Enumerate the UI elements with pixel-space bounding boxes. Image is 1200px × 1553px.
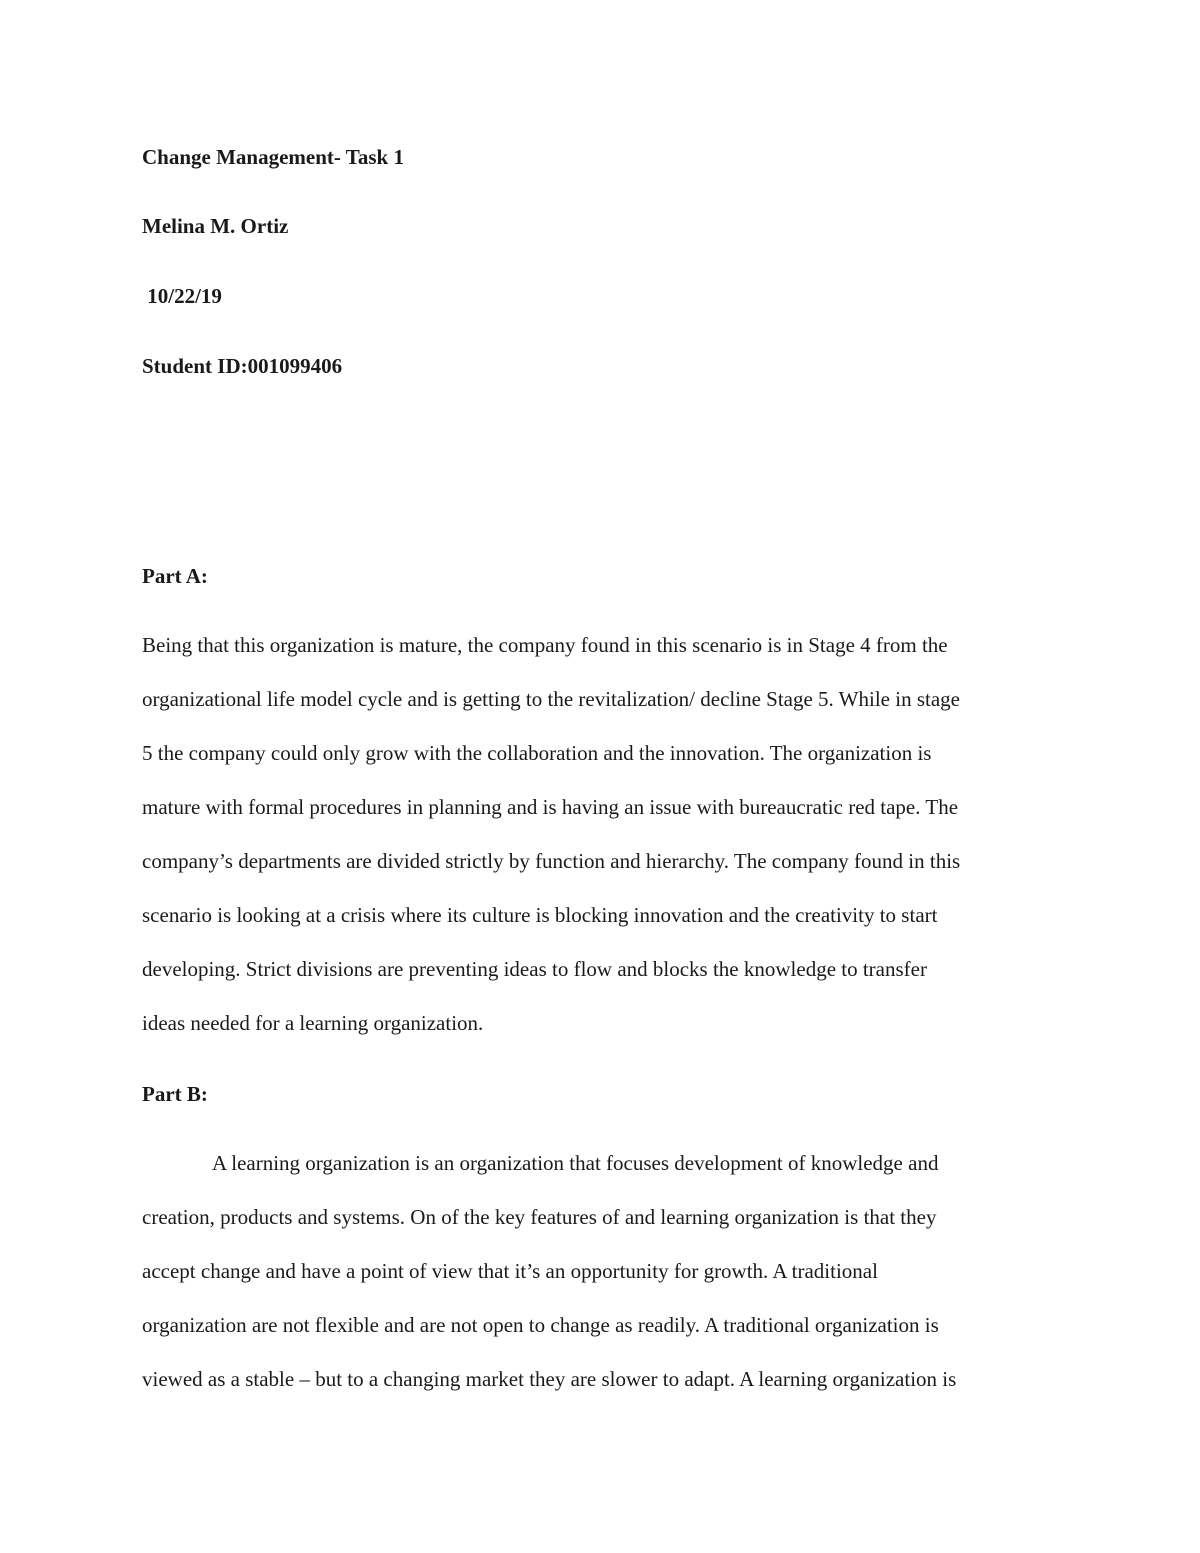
part-b-line: viewed as a stable – but to a changing market they are slower to adapt. A learning organization is: [142, 1367, 957, 1391]
part-a-line: organizational life model cycle and is getting to the revitalization/ decline Stage 5. While in stage: [142, 687, 960, 711]
student-id: Student ID:001099406: [142, 354, 343, 378]
document-title: Change Management- Task 1: [142, 145, 404, 169]
part-a-line: company’s departments are divided strictly by function and hierarchy. The company found in this: [142, 849, 961, 873]
part-b-line: organization are not flexible and are not open to change as readily. A traditional organization is: [142, 1313, 939, 1337]
part-a-line: scenario is looking at a crisis where its culture is blocking innovation and the creativity to start: [142, 903, 938, 927]
part-a-line: developing. Strict divisions are preventing ideas to flow and blocks the knowledge to transfer: [142, 957, 927, 981]
document-date: 10/22/19: [142, 284, 222, 308]
part-a-line: mature with formal procedures in planning and is having an issue with bureaucratic red tape. The: [142, 795, 959, 819]
part-a-line: 5 the company could only grow with the collaboration and the innovation. The organization is: [142, 741, 932, 765]
part-b-heading: Part B:: [142, 1082, 208, 1106]
part-b-line: creation, products and systems. On of the key features of and learning organization is that they: [142, 1205, 937, 1229]
part-a-line: ideas needed for a learning organization.: [142, 1011, 484, 1035]
author-name: Melina M. Ortiz: [142, 214, 289, 238]
part-b-line: accept change and have a point of view that it’s an opportunity for growth. A traditional: [142, 1259, 878, 1283]
part-a-heading: Part A:: [142, 564, 208, 588]
part-a-line: Being that this organization is mature, the company found in this scenario is in Stage 4 from the: [142, 633, 948, 657]
part-b-line: A learning organization is an organization that focuses development of knowledge and: [212, 1151, 939, 1175]
